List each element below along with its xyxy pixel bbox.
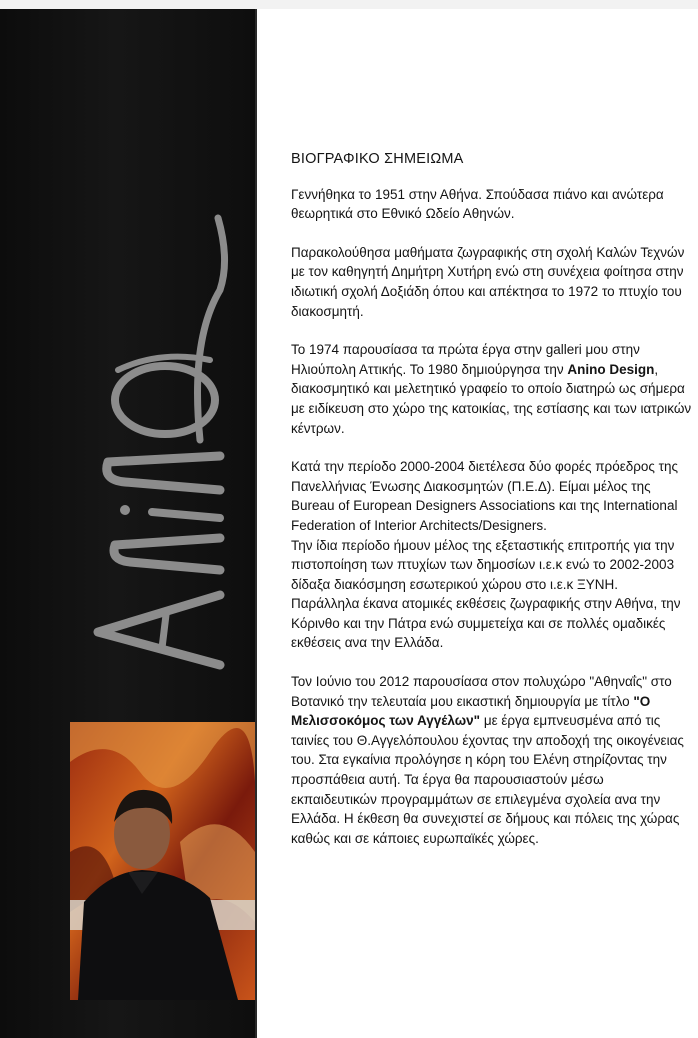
paragraph-career bbox=[291, 340, 693, 438]
top-border bbox=[0, 0, 698, 9]
paragraph-presidency: Κατά την περίοδο 2000-2004 διετέλεσα δύο φορές πρόεδρος της Πανελλήνιας Ένωσης Διακοσμητών (Π.Ε.Δ). Είμαι μέλος της Bureau of European Designers Associations και της International Federation of Interior Architects/Designers. bbox=[291, 459, 679, 533]
exhibition-title: "Ο Μελισσοκόμος των Αγγέλων" bbox=[291, 693, 651, 729]
paragraph-exhibitions: Παράλληλα έκανα ατομικές εκθέσεις ζωγραφικής στην Αθήνα, την Κόρινθο και την Πάτρα ενώ συμμετείχα και σε πολλές ομαδικές εκθέσεις ανα την Ελλάδα. bbox=[291, 596, 681, 651]
biography-heading: ΒΙΟΓΡΑΦΙΚΟ ΣΗΜΕΙΩΜΑ bbox=[291, 151, 464, 167]
portrait-photo bbox=[70, 722, 255, 1000]
career-text-end: , διακοσμητικό και μελετητικό γραφείο το οποίο διατηρώ ως σήμερα με ειδίκευση στο χώρο της κατοικίας, της εστίασης και των ιατρικών κέντρων. bbox=[291, 361, 692, 436]
paragraph-latest-work bbox=[291, 672, 693, 848]
paragraph-birth: Γεννήθηκα το 1951 στην Αθήνα. Σπούδασα πιάνο και ανώτερα θεωρητικά στο Εθνικό Ωδείο Αθηνών. bbox=[291, 186, 664, 222]
anino-signature bbox=[70, 200, 240, 690]
latest-work-text-start: Τον Ιούνιο του 2012 παρουσίασα στον πολυχώρο "Αθηναΐς" στο Βοτανικό την τελευταία μου εικαστική δημιουργία με τίτλο bbox=[291, 674, 672, 709]
panel-edge bbox=[255, 9, 257, 1038]
biography-content bbox=[291, 150, 693, 867]
paragraph-studies: Παρακολούθησα μαθήματα ζωγραφικής στη σχολή Καλών Τεχνών με τον καθηγητή Δημήτρη Χυτήρη ενώ στη συνέχεια φοίτησα στην ιδιωτική σχολή Δοξιάδη όπου και απέκτησα το 1972 το πτυχίο του διακοσμητή. bbox=[291, 244, 685, 319]
latest-work-text-end: με έργα εμπνευσμένα από τις ταινίες του Θ.Αγγελόπουλου έχοντας την αποδοχή της οικογένειας του. Στα εγκαίνια προλόγησε η κόρη του Ελένη στηρίζοντας την προσπάθεια αυτή. Τα έργα θα παρουσιαστούν μέσω εκπαιδευτικών προγραμμάτων σε επιλεγμένα σχολεία ανα την Ελλάδα. Η έκθεση θα συνεχιστεί σε δήμους και πόλεις της χώρας καθώς και σε κάποιες ευρωπαϊκές χώρες. bbox=[291, 713, 684, 846]
company-name: Anino Design bbox=[567, 361, 655, 377]
paragraph-committee: Την ίδια περίοδο ήμουν μέλος της εξεταστικής επιτροπής για την πιστοποίηση των πτυχίων των δημοσίων ι.ε.κ ενώ το 2002-2003 δίδαξα διακόσμηση εσωτερικού χώρου στο ι.ε.κ ΞΥΝΗ. bbox=[291, 537, 675, 592]
career-text-start: Το 1974 παρουσίασα τα πρώτα έργα στην galleri μου στην Ηλιούπολη Αττικής. Το 1980 δημιούργησα την bbox=[291, 342, 640, 377]
